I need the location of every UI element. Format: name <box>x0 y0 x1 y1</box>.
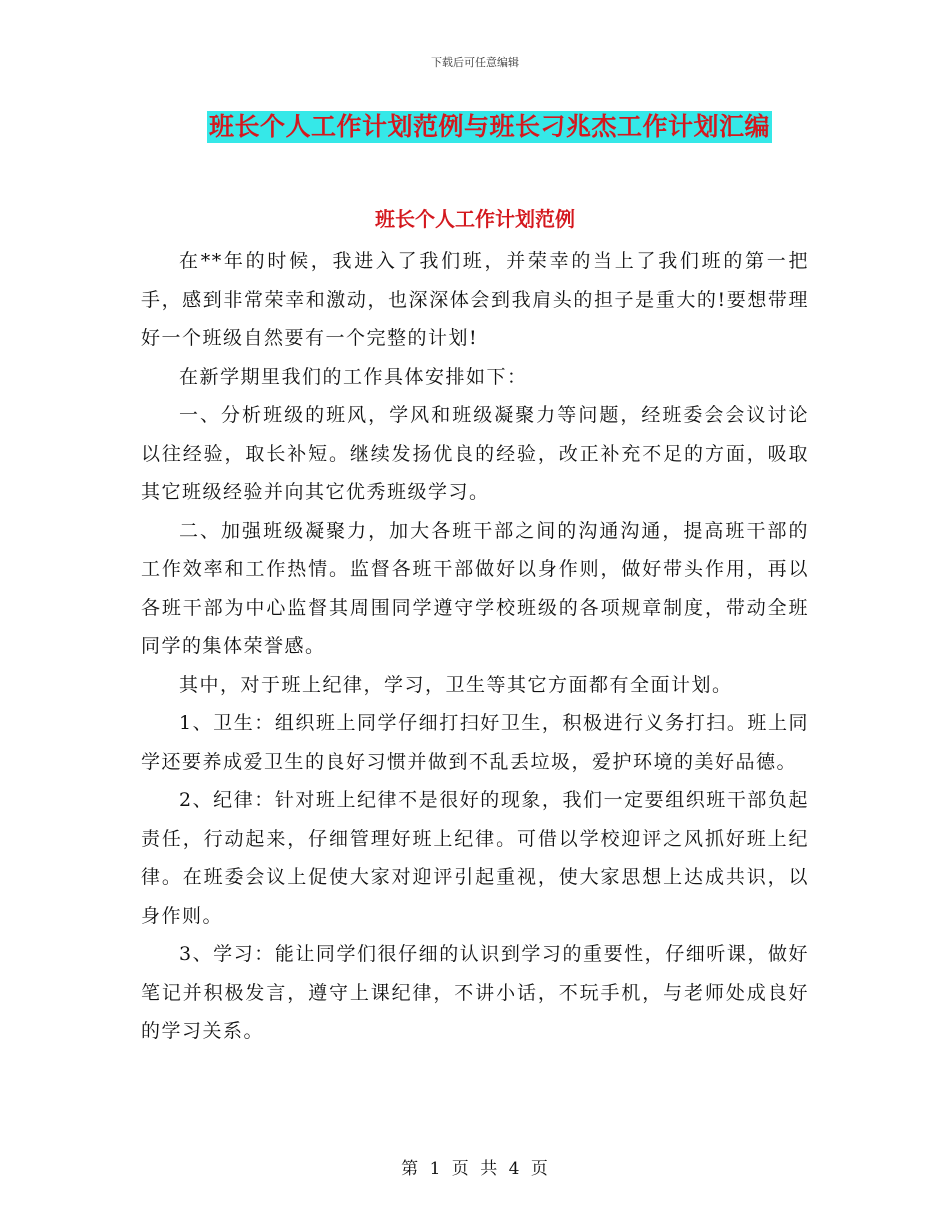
paragraph-hygiene: 1、卫生：组织班上同学仔细打扫好卫生，积极进行义务打扫。班上同学还要养成爱卫生的良好习惯并做到不乱丢垃圾，爱护环境的美好品德。 <box>141 712 809 773</box>
document-title: 班长个人工作计划范例与班长刁兆杰工作计划汇编 <box>209 112 771 141</box>
header-note: 下载后可任意编辑 <box>431 56 519 69</box>
paragraph-study: 3、学习：能让同学们很仔细的认识到学习的重要性，仔细听课，做好笔记并积极发言，遵守上课纪律，不讲小话，不玩手机，与老师处成良好的学习关系。 <box>141 943 809 1042</box>
section-title: 班长个人工作计划范例 <box>375 207 575 231</box>
paragraph-overview: 其中，对于班上纪律，学习，卫生等其它方面都有全面计划。 <box>179 673 733 696</box>
paragraph-item-two: 二、加强班级凝聚力，加大各班干部之间的沟通沟通，提高班干部的工作效率和工作热情。监督各班干部做好以身作则，做好带头作用，再以各班干部为中心监督其周围同学遵守学校班级的各项规章制度，带动全班同学的集体荣誉感。 <box>141 519 809 657</box>
paragraph-item-one: 一、分析班级的班风，学风和班级凝聚力等问题，经班委会会议讨论以往经验，取长补短。继续发扬优良的经验，改正补充不足的方面，吸取其它班级经验并向其它优秀班级学习。 <box>141 404 809 503</box>
paragraph-intro: 在**年的时候，我进入了我们班，并荣幸的当上了我们班的第一把手，感到非常荣幸和激动，也深深体会到我肩头的担子是重大的!要想带理好一个班级自然要有一个完整的计划! <box>141 250 809 349</box>
paragraph-plan-intro: 在新学期里我们的工作具体安排如下： <box>179 365 528 388</box>
document-body <box>141 242 809 1051</box>
page-footer: 第 1 页 共 4 页 <box>401 1159 549 1179</box>
paragraph-discipline: 2、纪律：针对班上纪律不是很好的现象，我们一定要组织班干部负起责任，行动起来，仔细管理好班上纪律。可借以学校迎评之风抓好班上纪律。在班委会议上促使大家对迎评引起重视，使大家思想上达成共识，以身作则。 <box>141 789 809 927</box>
